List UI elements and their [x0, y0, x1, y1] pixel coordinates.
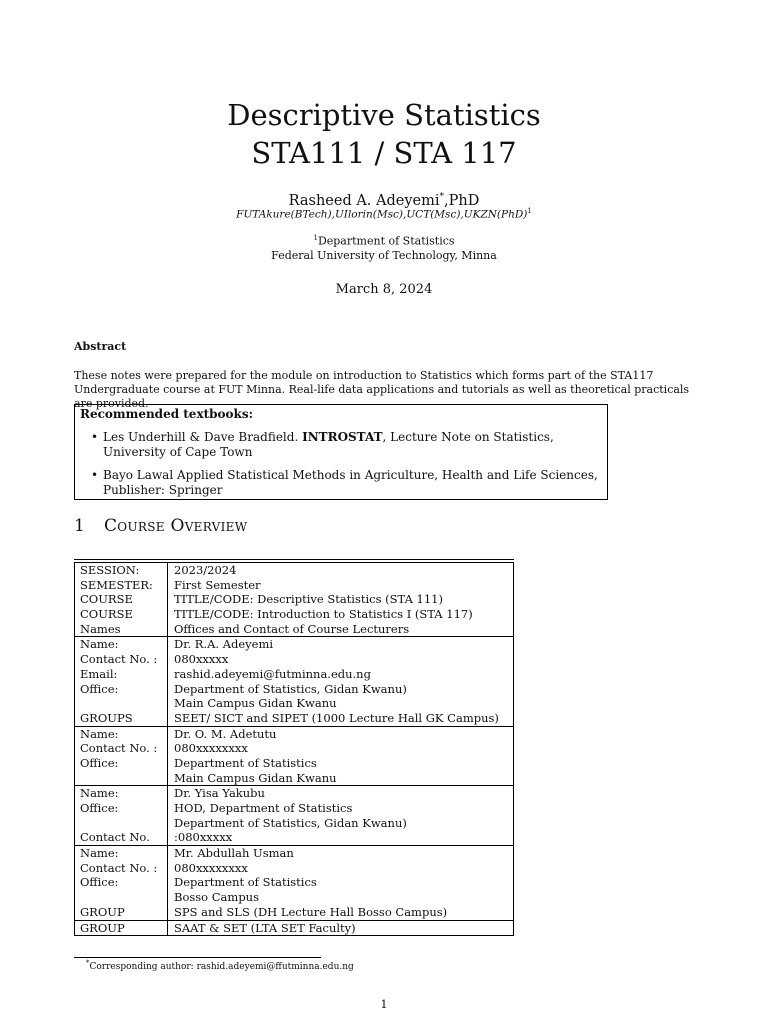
table-row	[75, 921, 513, 936]
table-cell-key: GROUPS	[75, 711, 168, 726]
footnote-text: Corresponding author: rashid.adeyemi@ffutminna.edu.ng	[89, 962, 354, 972]
table-cell-value: First Semester	[174, 577, 261, 592]
affiliation-institution: Federal University of Technology, Minna	[271, 248, 497, 262]
course-overview-table	[74, 559, 514, 936]
table-row	[75, 786, 513, 801]
footnote-rule	[74, 957, 321, 958]
author-credentials: FUTAkure(BTech),UIlorin(Msc),UCT(Msc),UKZN(PhD)$^1$	[236, 207, 532, 221]
table-cell-value: Offices and Contact of Course Lecturers	[174, 621, 410, 636]
table-cell-value: Dr. Yisa Yakubu	[174, 786, 265, 801]
table-cell-key: Contact No. :	[75, 861, 168, 876]
table-row	[75, 563, 513, 578]
table-row	[75, 830, 513, 845]
table-row	[75, 890, 513, 905]
table-cell-key	[75, 890, 168, 905]
table-row	[75, 741, 513, 756]
table-cell-key: Name:	[75, 786, 168, 801]
table-cell-key	[75, 816, 168, 831]
table-cell-value: Dr. O. M. Adetutu	[174, 726, 277, 741]
table-group	[74, 786, 514, 846]
table-cell-value: Department of Statistics, Gidan Kwanu)	[174, 815, 407, 830]
table-cell-key: SESSION:	[75, 563, 168, 578]
table-cell-value: Mr. Abdullah Usman	[174, 846, 294, 861]
table-row	[75, 607, 513, 622]
table-cell-value: TITLE/CODE: Introduction to Statistics I (STA 117)	[174, 607, 473, 622]
table-cell-value: Main Campus Gidan Kwanu	[174, 770, 337, 785]
table-cell-value: Main Campus Gidan Kwanu	[174, 696, 337, 711]
table-cell-value: SAAT & SET (LTA SET Faculty)	[174, 920, 356, 935]
page-number: 1	[380, 998, 388, 1011]
author-footnote-mark: *	[439, 192, 445, 202]
author-suffix: ,PhD	[444, 192, 480, 209]
affiliation-dept: Department of Statistics	[317, 234, 455, 248]
table-row	[75, 905, 513, 920]
table-cell-key	[75, 771, 168, 786]
table-cell-value: :080xxxxx	[174, 830, 233, 845]
author-name: Rasheed A. Adeyemi	[288, 192, 440, 209]
section-title: Course Overview	[104, 516, 248, 536]
table-cell-key: COURSE	[75, 607, 168, 622]
table-row	[75, 711, 513, 726]
table-cell-value: Department of Statistics	[174, 875, 317, 890]
title-line-2: STA111 / STA 117	[251, 136, 517, 170]
table-cell-value: 2023/2024	[174, 563, 237, 577]
table-cell-value: 080xxxxx	[174, 652, 229, 667]
table-cell-value: 080xxxxxxxx	[174, 860, 248, 875]
table-row	[75, 846, 513, 861]
table-row	[75, 875, 513, 890]
table-cell-key: Name:	[75, 727, 168, 742]
table-row	[75, 727, 513, 742]
textbook-item: • Les Underhill & Dave Bradfield. INTROSTAT, Lecture Note on Statistics, University of Cape Town	[103, 430, 603, 460]
table-row	[75, 682, 513, 697]
section-heading	[74, 516, 247, 536]
title-line-1: Descriptive Statistics	[227, 98, 541, 132]
affiliation-mark: 1	[313, 234, 318, 242]
table-cell-key: Name:	[75, 846, 168, 861]
textbook-item: • Bayo Lawal Applied Statistical Methods in Agriculture, Health and Life Sciences, Publisher: Springer	[103, 468, 603, 498]
table-cell-value: SEET/ SICT and SIPET (1000 Lecture Hall GK Campus)	[174, 710, 499, 725]
table-cell-value: Bosso Campus	[174, 890, 259, 905]
abstract-text: These notes were prepared for the module on introduction to Statistics which forms part of the STA117 Undergraduate course at FUT Minna. Real-life data applications and tutorials as well as theoretical practicals are provided.	[74, 369, 690, 410]
table-cell-key: Contact No. :	[75, 741, 168, 756]
table-group	[74, 921, 514, 937]
table-row	[75, 801, 513, 816]
table-cell-key: Office:	[75, 756, 168, 771]
table-row	[75, 756, 513, 771]
table-cell-key: Names	[75, 622, 168, 637]
abstract-heading: Abstract	[74, 340, 127, 353]
footnote: *Corresponding author: rashid.adeyemi@ffutminna.edu.ng	[86, 959, 354, 972]
table-cell-key: Office:	[75, 875, 168, 890]
table-row	[75, 652, 513, 667]
table-cell-key: GROUP	[75, 905, 168, 920]
table-row	[75, 592, 513, 607]
table-group	[74, 846, 514, 920]
table-row	[75, 578, 513, 593]
table-cell-key: COURSE	[75, 592, 168, 607]
section-number: 1	[74, 516, 85, 536]
table-cell-key	[75, 696, 168, 711]
table-cell-value: Dr. R.A. Adeyemi	[174, 637, 274, 652]
table-cell-key: Office:	[75, 801, 168, 816]
table-row	[75, 667, 513, 682]
table-row	[75, 637, 513, 652]
table-cell-value: Department of Statistics, Gidan Kwanu)	[174, 681, 407, 696]
table-cell-key: Contact No.	[75, 830, 168, 845]
table-row	[75, 771, 513, 786]
table-row	[75, 696, 513, 711]
table-row	[75, 622, 513, 637]
table-row	[75, 861, 513, 876]
textbooks-box	[74, 404, 608, 500]
paper-title	[0, 96, 768, 172]
table-group	[74, 562, 514, 637]
table-cell-value: HOD, Department of Statistics	[174, 801, 353, 815]
paper-date: March 8, 2024	[335, 282, 433, 297]
table-row	[75, 816, 513, 831]
table-cell-key: Email:	[75, 667, 168, 682]
table-cell-key: GROUP	[75, 921, 168, 936]
table-cell-key: Office:	[75, 682, 168, 697]
affiliation	[0, 231, 768, 263]
table-cell-key: Name:	[75, 637, 168, 652]
table-cell-value: SPS and SLS (DH Lecture Hall Bosso Campus)	[174, 904, 448, 919]
table-group	[74, 637, 514, 726]
textbooks-list	[75, 430, 603, 506]
table-cell-value: rashid.adeyemi@futminna.edu.ng	[174, 666, 371, 681]
table-cell-key: Contact No. :	[75, 652, 168, 667]
table-group	[74, 727, 514, 787]
table-top-rule	[74, 559, 514, 560]
table-cell-value: 080xxxxxxxx	[174, 741, 248, 756]
table-cell-value: Department of Statistics	[174, 755, 317, 770]
table-cell-value: TITLE/CODE: Descriptive Statistics (STA 111)	[174, 592, 443, 607]
textbooks-heading: Recommended textbooks:	[80, 407, 254, 421]
table-cell-key: SEMESTER:	[75, 578, 168, 593]
